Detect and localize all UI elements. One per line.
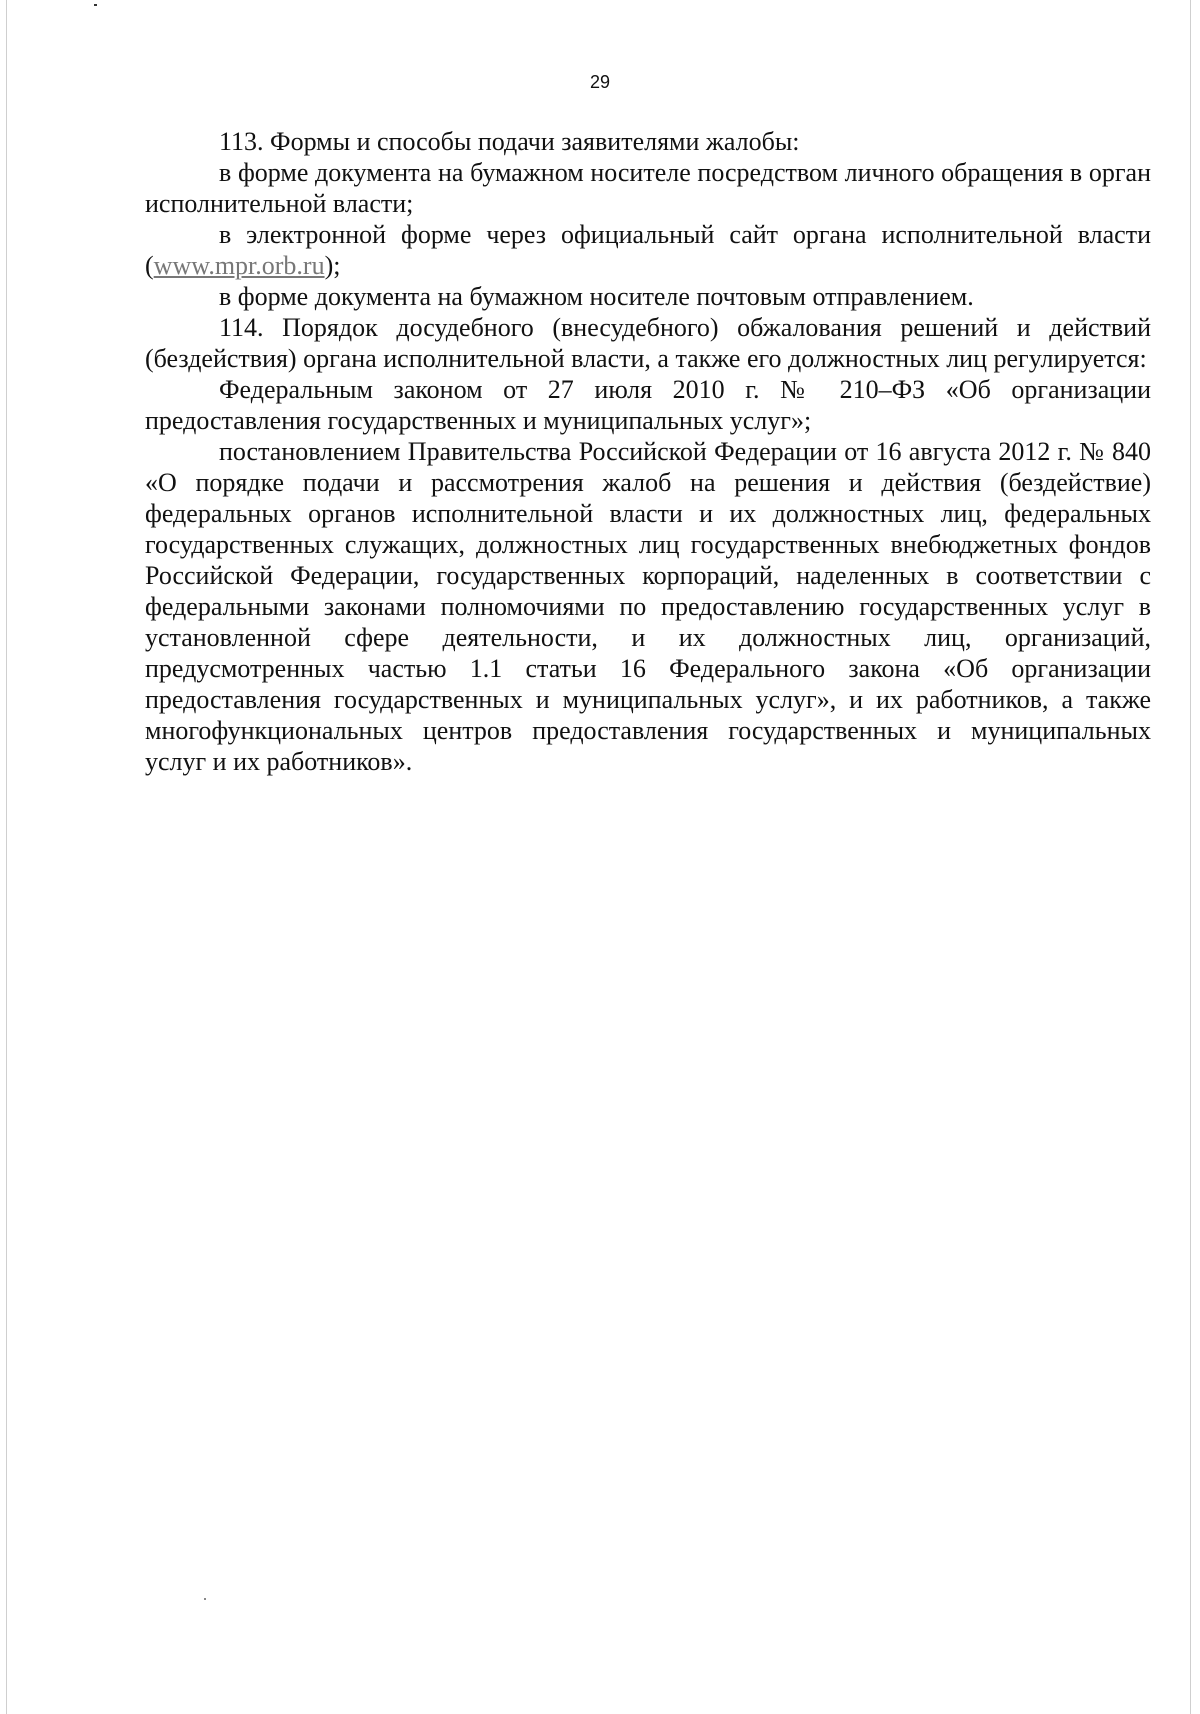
- paragraph-paper-post: в форме документа на бумажном носителе почтовым отправлением.: [219, 282, 974, 311]
- right-scan-edge: [1190, 0, 1191, 1714]
- paragraph-federal-law: Федеральным законом от 27 июля 2010 г. № 210–ФЗ «Об организации предоставления государственных и муниципальных услуг»;: [145, 375, 1151, 435]
- scan-speck: [94, 4, 97, 6]
- paragraph-electronic: [145, 219, 1151, 281]
- electronic-text-end: );: [324, 251, 341, 280]
- electronic-text: в электронной форме через официальный сайт органа исполнительной власти (: [145, 220, 1151, 280]
- paragraph-paper-personal: в форме документа на бумажном носителе посредством личного обращения в орган исполнительной власти;: [145, 158, 1151, 218]
- paragraph-resolution: постановлением Правительства Российской Федерации от 16 августа 2012 г. № 840 «О порядке подачи и рассмотрения жалоб на решения и действия (бездействие) федеральных органов исполнительной власти и их должностных лиц, федеральных государственных служащих, должностных лиц государственных внебюджетных фондов Российской Федерации, государственных корпораций, наделенных в соответствии с федеральными законами полномочиями по предоставлению государственных услуг в установленной сфере деятельности, и их должностных лиц, организаций, предусмотренных частью 1.1 статьи 16 Федерального закона «Об организации предоставления государственных и муниципальных услуг», и их работников, а также многофункциональных центров предоставления государственных и муниципальных услуг и их работников».: [145, 437, 1151, 776]
- paragraph-114: 114. Порядок досудебного (внесудебного) обжалования решений и действий (бездействия) органа исполнительной власти, а также его должностных лиц регулируется:: [145, 313, 1151, 373]
- left-scan-edge: [6, 0, 7, 1714]
- page-number: 29: [589, 72, 611, 92]
- document-body: [145, 126, 1151, 777]
- website-link[interactable]: www.mpr.orb.ru: [153, 251, 325, 280]
- paragraph-113: 113. Формы и способы подачи заявителями жалобы:: [219, 127, 800, 156]
- scan-speck: [204, 1598, 206, 1600]
